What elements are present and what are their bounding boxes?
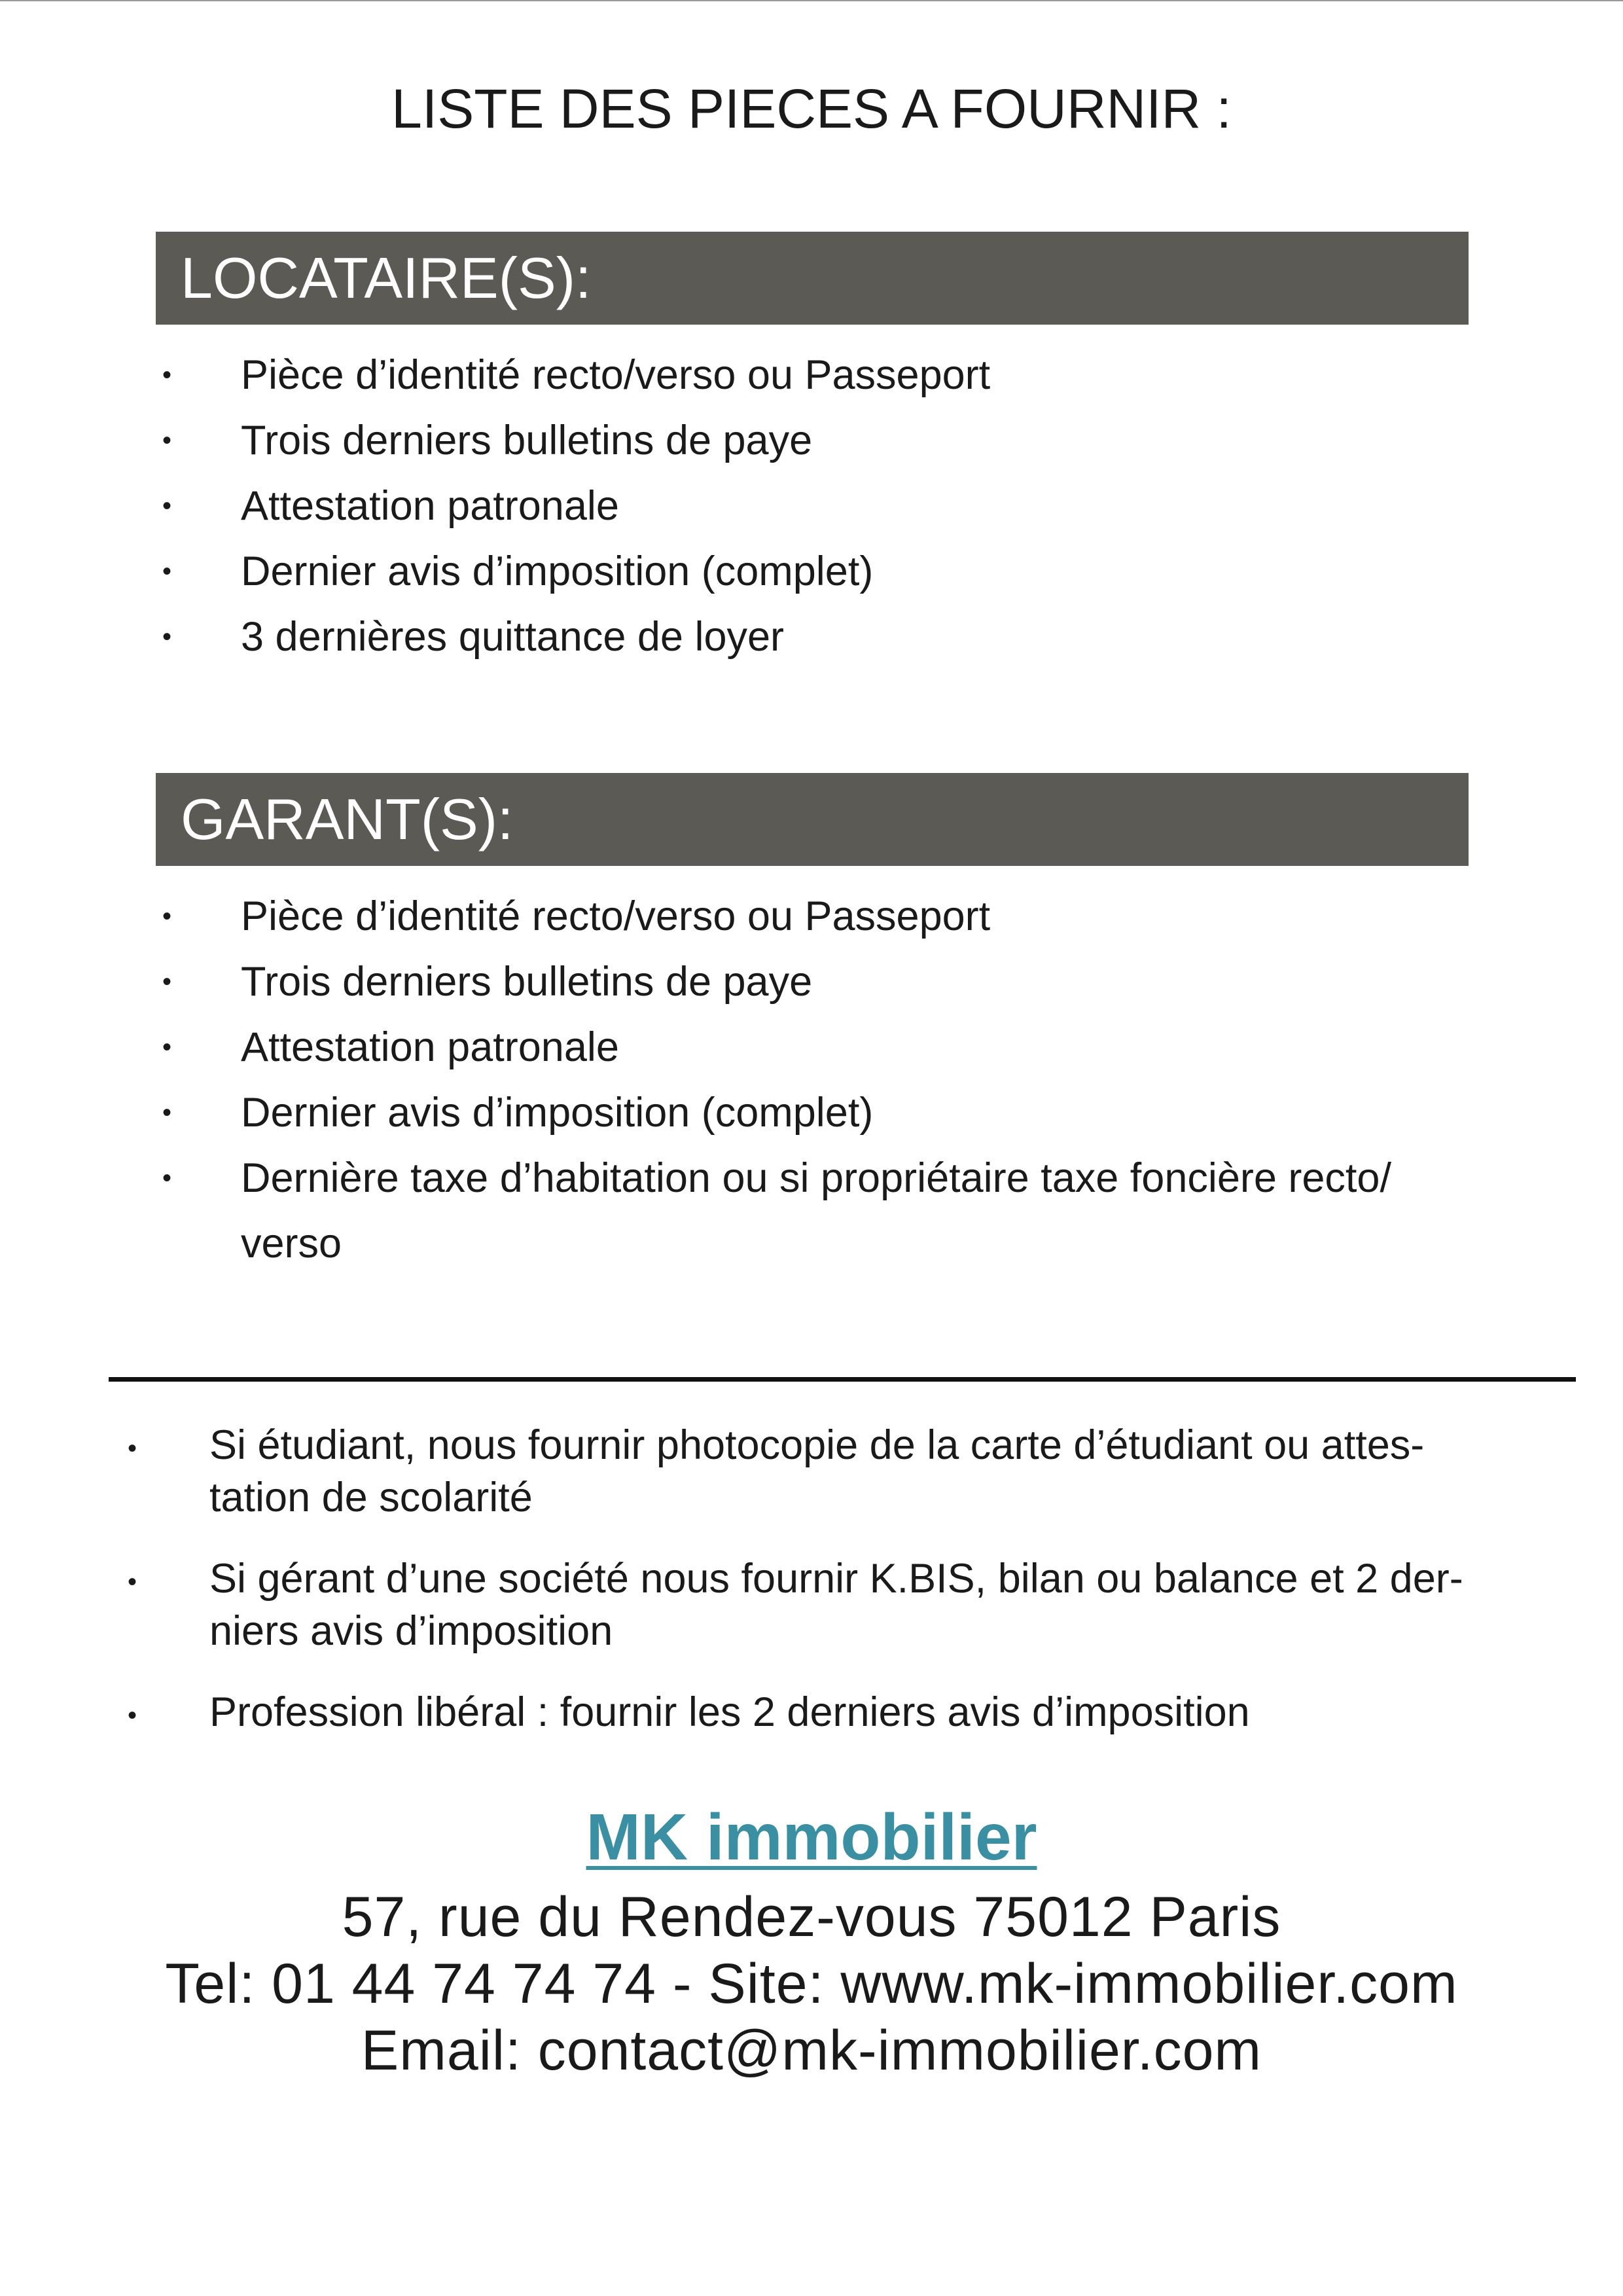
bullet-icon: • xyxy=(128,1434,137,1463)
top-border xyxy=(0,0,1623,1)
bullet-icon: • xyxy=(162,622,172,651)
list-item: • Pièce d’identité recto/verso ou Passeport xyxy=(156,884,1497,949)
bullet-icon: • xyxy=(162,967,172,996)
notes-list xyxy=(128,1419,1502,1767)
brand-link[interactable]: MK immobilier xyxy=(586,1801,1037,1874)
section-heading-garants: GARANT(S): xyxy=(156,773,1469,866)
note-item: • Si étudiant, nous fournir photocopie de la carte d’étudiant ou attes-tation de scolarité xyxy=(128,1419,1502,1524)
bullet-icon: • xyxy=(162,492,172,520)
list-item: • Trois derniers bulletins de paye xyxy=(156,408,990,473)
bullet-icon: • xyxy=(162,426,172,455)
locataires-list xyxy=(156,342,990,670)
list-item: • Attestation patronale xyxy=(156,1014,1497,1080)
page-title: LISTE DES PIECES A FOURNIR : xyxy=(391,78,1232,139)
list-item: • Dernier avis d’imposition (complet) xyxy=(156,1080,1497,1145)
bullet-icon: • xyxy=(162,1098,172,1127)
note-item: • Si gérant d’une société nous fournir K.BIS, bilan ou balance et 2 der-niers avis d’imposition xyxy=(128,1552,1502,1657)
bullet-icon: • xyxy=(162,557,172,586)
footer-email: Email: contact@mk-immobilier.com xyxy=(361,2019,1262,2082)
list-item: • Dernière taxe d’habitation ou si propriétaire taxe foncière recto/ xyxy=(156,1145,1497,1211)
list-item: • 3 dernières quittance de loyer xyxy=(156,604,990,670)
list-item: • Pièce d’identité recto/verso ou Passeport xyxy=(156,342,990,408)
footer-phone-site: Tel: 01 44 74 74 74 - Site: www.mk-immobilier.com xyxy=(165,1952,1458,2015)
list-item: • Attestation patronale xyxy=(156,473,990,539)
section-heading-locataires: LOCATAIRE(S): xyxy=(156,232,1469,325)
bullet-icon: • xyxy=(162,1164,172,1193)
bullet-icon: • xyxy=(162,902,172,931)
note-item: • Profession libéral : fournir les 2 derniers avis d’imposition xyxy=(128,1686,1502,1738)
bullet-icon: • xyxy=(128,1701,137,1730)
garants-list xyxy=(156,884,1497,1276)
list-item: • Dernier avis d’imposition (complet) xyxy=(156,539,990,604)
bullet-icon: • xyxy=(128,1568,137,1596)
divider xyxy=(109,1377,1576,1382)
footer-address: 57, rue du Rendez-vous 75012 Paris xyxy=(342,1886,1281,1948)
bullet-icon: • xyxy=(162,1033,172,1062)
bullet-icon: • xyxy=(162,361,172,389)
list-item: • Trois derniers bulletins de paye xyxy=(156,949,1497,1014)
list-item-continuation: verso xyxy=(241,1221,342,1266)
